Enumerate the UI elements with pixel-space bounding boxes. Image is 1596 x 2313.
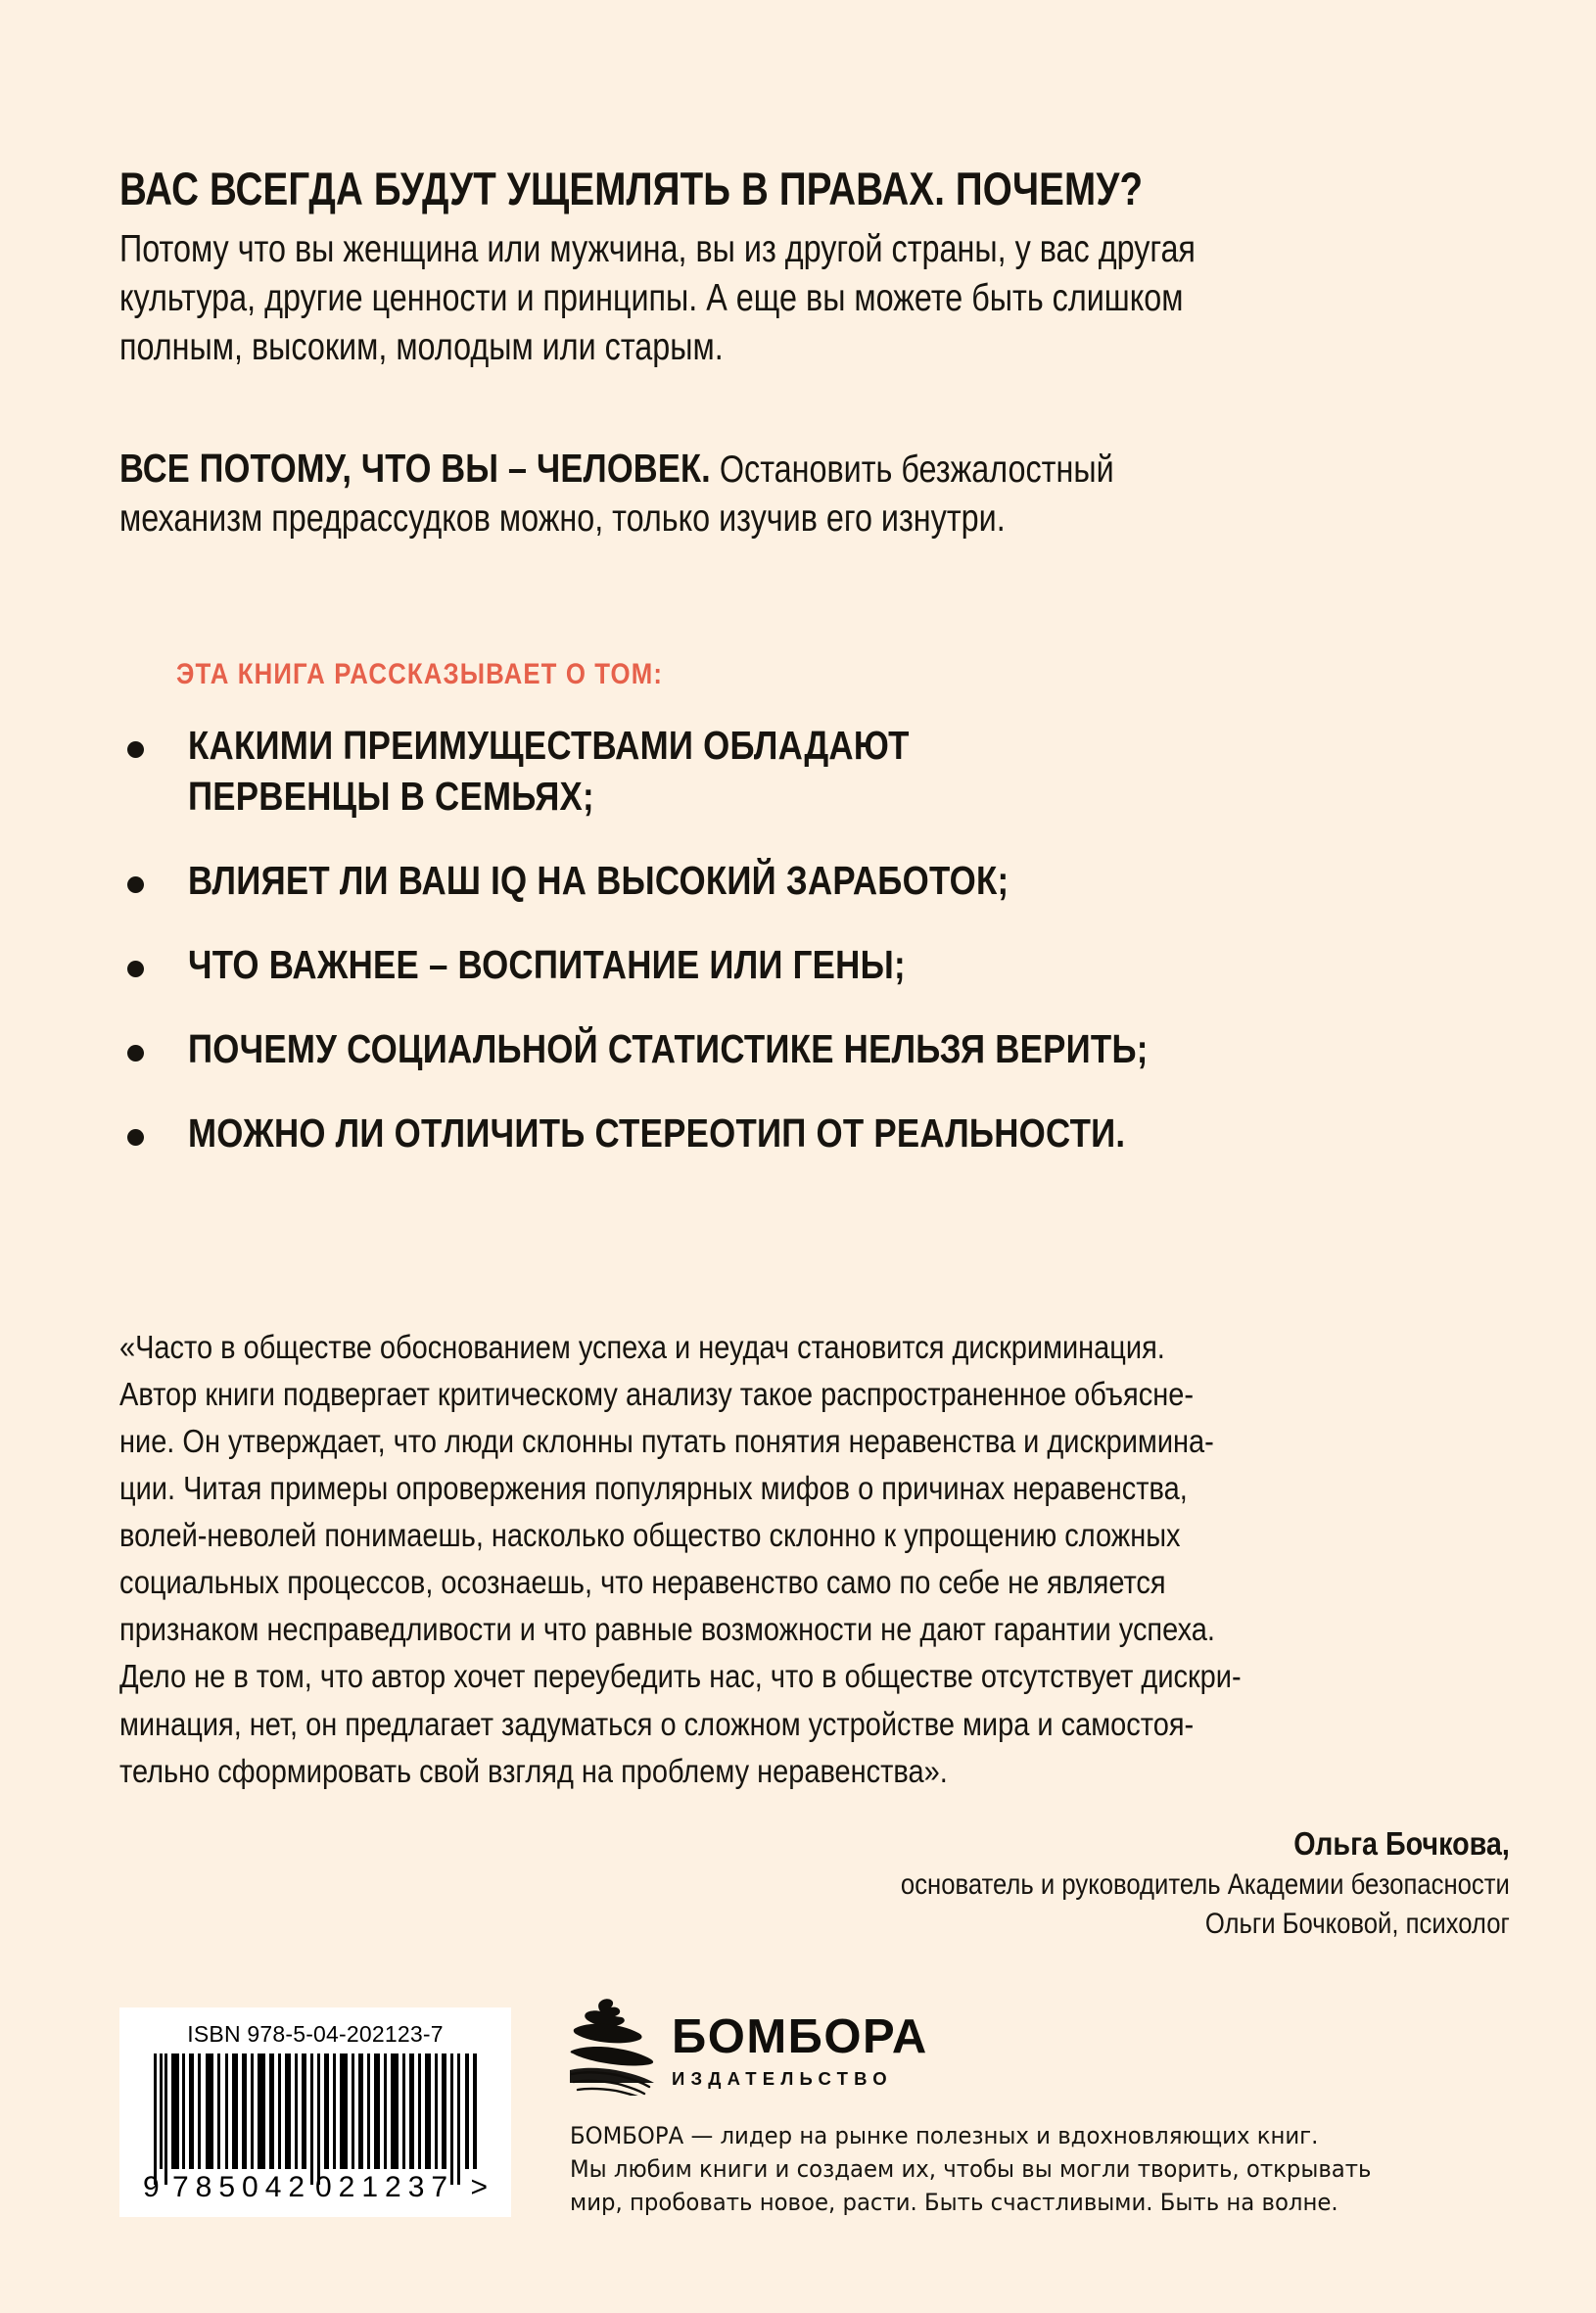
bullet-dot-icon: [127, 876, 144, 893]
list-item-label: [188, 1108, 1512, 1158]
publisher-block: [570, 1998, 1510, 2219]
list-item-line: КАКИМИ ПРЕИМУЩЕСТВАМИ ОБЛАДАЮТ: [188, 723, 910, 768]
publisher-name: БОМБОРА: [672, 2010, 928, 2063]
bullet-dot-icon: [127, 1045, 144, 1062]
quote-line: «Часто в обществе обоснованием успеха и неудач становится дискриминация.: [119, 1330, 1165, 1366]
publisher-wordmark: [672, 1998, 928, 2089]
reviewer-role: [901, 1865, 1510, 1945]
barcode-digit-left: 9: [143, 2171, 160, 2203]
page-title: ВАС ВСЕГДА БУДУТ УЩЕМЛЯТЬ В ПРАВАХ. ПОЧЕМУ?: [119, 163, 1144, 214]
tagline-line: БОМБОРА — лидер на рынке полезных и вдохновляющих книг.: [570, 2122, 1319, 2149]
emphasis-line-one: [119, 443, 1493, 495]
quote-line: ции. Читая примеры опровержения популярных мифов о причинах неравенства,: [119, 1471, 1188, 1508]
list-item: [119, 939, 1510, 990]
emphasis-strong-text: ВСЕ ПОТОМУ, ЧТО ВЫ – ЧЕЛОВЕК.: [119, 445, 711, 491]
list-item: [119, 1023, 1510, 1074]
tagline-line: Мы любим книги и создаем их, чтобы вы могли творить, открывать: [570, 2155, 1372, 2184]
emphasis-paragraph: [119, 443, 1493, 543]
list-item-line: ЧТО ВАЖНЕЕ – ВОСПИТАНИЕ ИЛИ ГЕНЫ;: [188, 942, 906, 988]
intro-line: Потому что вы женщина или мужчина, вы из другой страны, у вас другая: [119, 227, 1196, 270]
quote-line: тельно сформировать свой взгляд на проблему неравенства».: [119, 1753, 948, 1790]
list-item-line: МОЖНО ЛИ ОТЛИЧИТЬ СТЕРЕОТИП ОТ РЕАЛЬНОСТИ.: [188, 1110, 1126, 1156]
bullet-dot-icon: [127, 961, 144, 977]
quote-line: волей-неволей понимаешь, насколько общество склонно к упрощению сложных: [119, 1518, 1181, 1555]
topics-list: [119, 720, 1510, 1192]
tagline-line: мир, пробовать новое, расти. Быть счастливыми. Быть на волне.: [570, 2189, 1338, 2217]
section-kicker: ЭТА КНИГА РАССКАЗЫВАЕТ О ТОМ:: [176, 658, 664, 690]
intro-section: [119, 163, 1510, 540]
footer: [119, 1998, 1510, 2223]
intro-line: полным, высоким, молодым или старым.: [119, 325, 724, 368]
bullet-dot-icon: [127, 741, 144, 758]
reviewer-role-line: Ольги Бочковой, психолог: [1204, 1908, 1510, 1941]
list-item-label: [188, 939, 1512, 990]
bombora-wave-logo-icon: [570, 1998, 654, 2096]
intro-paragraph: [119, 225, 1493, 372]
quote-line: социальных процессов, осознаешь, что неравенство само по себе не является: [119, 1565, 1166, 1602]
list-item: [119, 1108, 1510, 1158]
list-item-label: [188, 855, 1512, 906]
barcode-bars: [154, 2053, 477, 2169]
quote-line: Дело не в том, что автор хочет переубедить нас, что в обществе отсутствует дискри-: [119, 1659, 1242, 1696]
bullet-dot-icon: [127, 1129, 144, 1146]
reviewer-role-line: основатель и руководитель Академии безопасности: [901, 1867, 1510, 1901]
emphasis-line-two: механизм предрассудков можно, только изучив его изнутри.: [119, 496, 1006, 540]
publisher-subtitle: ИЗДАТЕЛЬСТВО: [672, 2068, 893, 2089]
publisher-tagline: [570, 2119, 1510, 2219]
barcode-digit-right: >: [470, 2171, 488, 2203]
barcode-digit-group-two: 021237: [315, 2171, 455, 2203]
list-item-label: [188, 1023, 1512, 1074]
quote-line: Автор книги подвергает критическому анализу такое распространенное объясне-: [119, 1377, 1194, 1414]
publisher-logo: [570, 1998, 1510, 2098]
list-item-line: ВЛИЯЕТ ЛИ ВАШ IQ НА ВЫСОКИЙ ЗАРАБОТОК;: [188, 858, 1009, 904]
list-item-line: ПЕРВЕНЦЫ В СЕМЬЯХ;: [188, 774, 594, 820]
reviewer-name: Ольга Бочкова,: [1293, 1825, 1510, 1862]
list-item: [119, 855, 1510, 906]
barcode-digits: [143, 2171, 488, 2204]
quote-attribution: [810, 1823, 1510, 1945]
intro-line: культура, другие ценности и принципы. А еще вы можете быть слишком: [119, 276, 1184, 319]
list-item: [119, 720, 1510, 822]
list-item-line: ПОЧЕМУ СОЦИАЛЬНОЙ СТАТИСТИКЕ НЕЛЬЗЯ ВЕРИТЬ;: [188, 1026, 1149, 1072]
quote-line: ние. Он утверждает, что люди склонны путать понятия неравенства и дискримина-: [119, 1424, 1214, 1461]
barcode-digit-group-one: 785042: [172, 2171, 312, 2203]
quote-line: минация, нет, он предлагает задуматься о сложном устройстве мира и самостоя-: [119, 1706, 1195, 1743]
isbn-barcode: [119, 2007, 511, 2217]
list-item-label: [188, 720, 1512, 822]
review-quote: [119, 1325, 1510, 1796]
isbn-label: ISBN 978-5-04-202123-7: [187, 2021, 444, 2047]
emphasis-rest-text: Остановить безжалостный: [710, 448, 1114, 491]
quote-line: признаком несправедливости и что равные возможности не дают гарантии успеха.: [119, 1612, 1215, 1649]
